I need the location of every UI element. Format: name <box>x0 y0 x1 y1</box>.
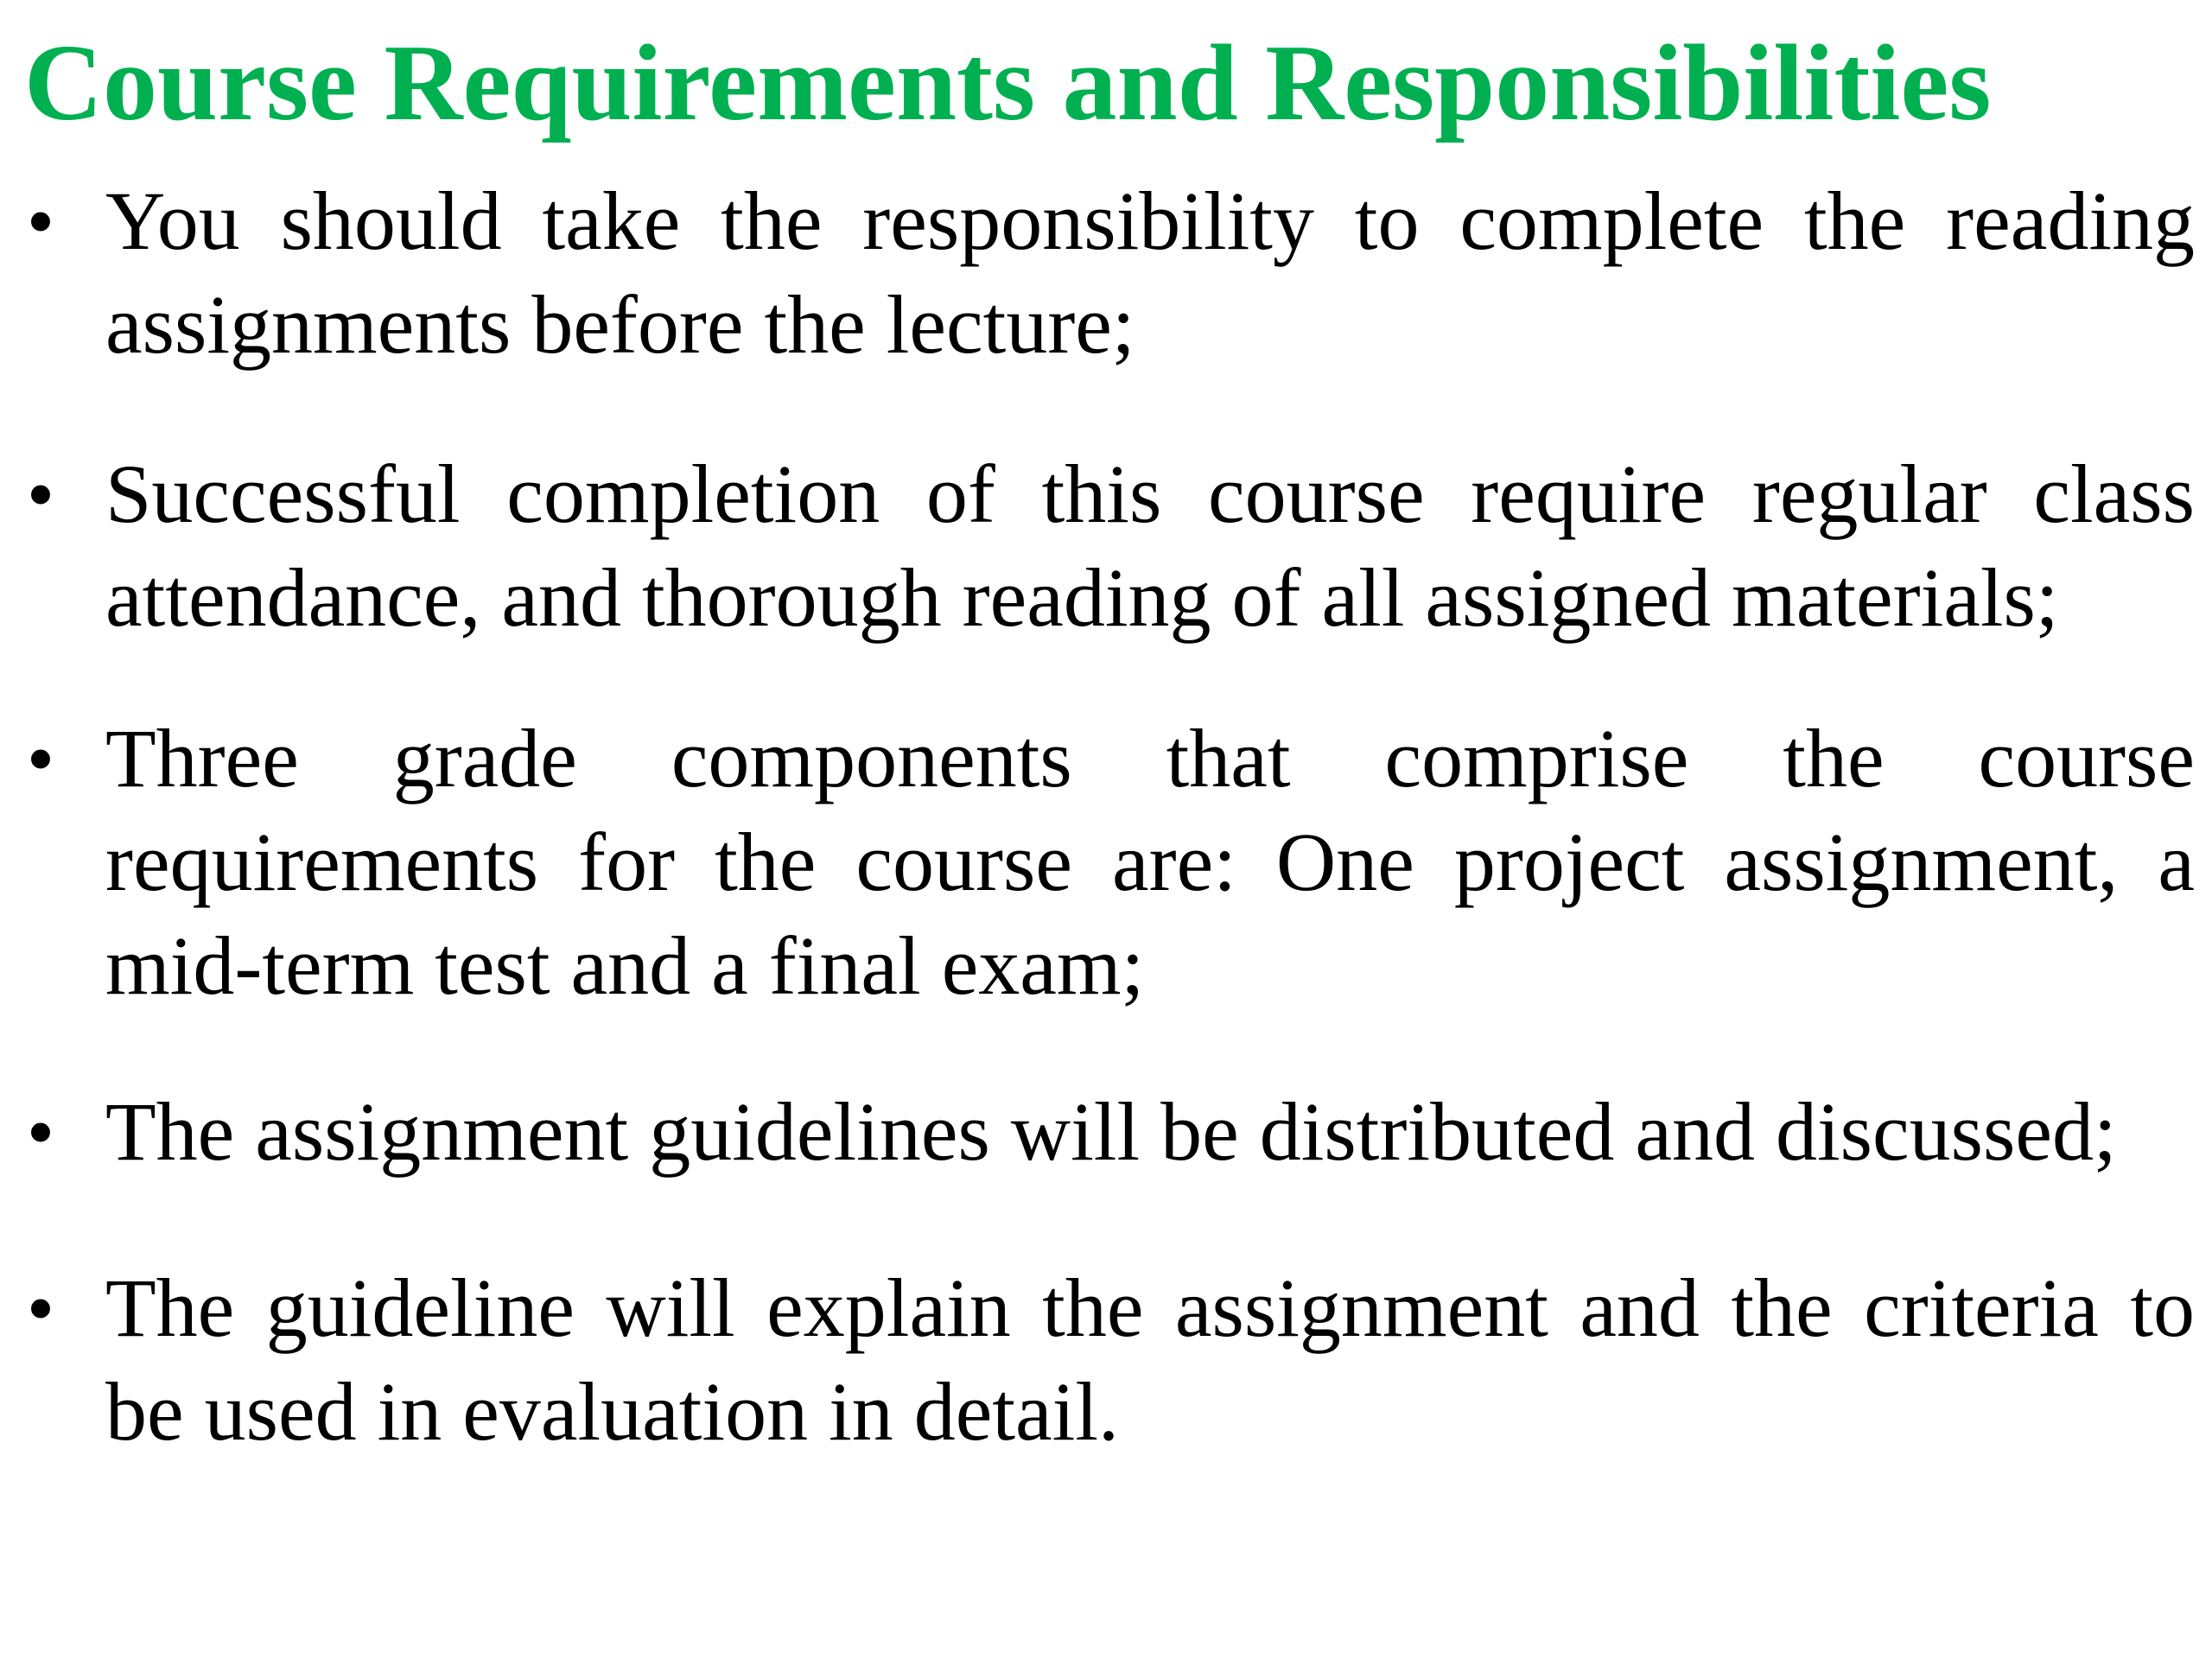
bullet-text: Successful completion of this course require regular class attendance, and thorough reading of all assigned materials; <box>105 448 2195 644</box>
bullet-icon: • <box>26 1088 55 1176</box>
bullet-icon: • <box>26 1264 55 1352</box>
bullet-icon: • <box>26 177 55 265</box>
bullet-icon: • <box>26 715 55 803</box>
bullet-icon: • <box>26 450 55 538</box>
bullet-text: The assignment guidelines will be distributed and discussed; <box>105 1085 2117 1178</box>
slide-title: Course Requirements and Responsibilities <box>24 23 1992 143</box>
bullet-text: Three grade components that comprise the course requirements for the course are: One project assignment, a mid-term test and a final exam; <box>105 712 2195 1012</box>
bullet-text: You should take the responsibility to complete the reading assignments before the lecture; <box>105 175 2195 371</box>
bullet-text: The guideline will explain the assignment and the criteria to be used in evaluation in detail. <box>105 1262 2195 1458</box>
